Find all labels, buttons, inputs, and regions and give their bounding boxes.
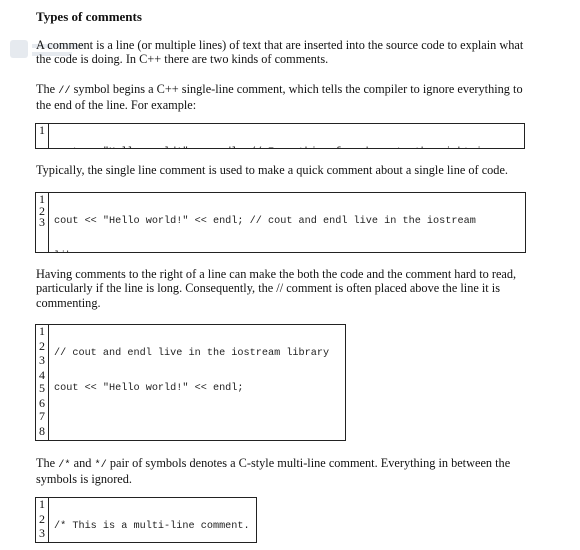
code-block-2-code bbox=[49, 193, 525, 252]
p5-code-close: */ bbox=[94, 459, 107, 471]
p5-text-mid: and bbox=[70, 456, 95, 470]
line-number: 6 bbox=[39, 395, 45, 410]
line-number: 1 bbox=[39, 123, 45, 137]
line-number: 8 bbox=[39, 423, 45, 438]
intro-paragraph: A comment is a line (or multiple lines) of text that are inserted into the source code to explain what the code is doing. In C++ there are two kinds of comments. bbox=[36, 38, 524, 67]
line-number: 1 bbox=[39, 497, 45, 511]
line-number: 1 bbox=[39, 192, 45, 206]
code-line: // cout and endl live in the iostream library bbox=[54, 348, 330, 359]
line-number: 3 bbox=[39, 215, 45, 229]
code-block-4 bbox=[35, 497, 257, 543]
line-number: 2 bbox=[39, 511, 45, 526]
line-number: 5 bbox=[39, 381, 45, 395]
code-line bbox=[54, 417, 341, 429]
code-block-4-gutter bbox=[36, 498, 49, 542]
code-block-3 bbox=[35, 324, 346, 441]
code-line: cout << "Hello world!" << endl; bbox=[54, 382, 244, 394]
p2-text-a: The bbox=[36, 82, 59, 96]
code-block-1 bbox=[35, 123, 525, 149]
typical-usage-paragraph: Typically, the single line comment is used to make a quick comment about a single line of code. bbox=[36, 163, 508, 177]
multi-line-paragraph bbox=[36, 456, 526, 487]
single-line-paragraph bbox=[36, 82, 526, 113]
code-block-2-gutter bbox=[36, 193, 49, 252]
code-block-2 bbox=[35, 192, 526, 253]
page-title: Types of comments bbox=[36, 9, 142, 24]
code-block-3-gutter bbox=[36, 325, 49, 440]
code-block-3-code bbox=[49, 325, 345, 440]
p2-code: // bbox=[58, 85, 71, 97]
code-line: cout << "Hello world!" << endl; // cout and endl live in the iostream bbox=[54, 216, 476, 227]
line-number: 2 bbox=[39, 203, 45, 218]
line-number: 7 bbox=[39, 409, 45, 423]
line-number: 3 bbox=[39, 526, 45, 540]
code-line bbox=[54, 147, 520, 148]
code-block-1-gutter bbox=[36, 124, 49, 148]
comment-placement-paragraph: Having comments to the right of a line can make the both the code and the comment hard to read, particularly if the line is long. Consequently, the // comment is often placed above the line it is commenting. bbox=[36, 267, 517, 310]
line-number: 2 bbox=[39, 338, 45, 353]
code-block-4-code bbox=[49, 498, 256, 542]
p5-text-b: pair of symbols denotes a C-style multi-line comment. Everything in between the symbols is ignored. bbox=[36, 456, 511, 487]
line-number: 4 bbox=[39, 367, 45, 382]
p5-code-open: /* bbox=[58, 459, 71, 471]
p2-text-b: symbol begins a C++ single-line comment, which tells the compiler to ignore everything to the end of the line. For example: bbox=[36, 82, 523, 113]
line-number: 1 bbox=[39, 324, 45, 338]
code-line bbox=[54, 251, 521, 253]
code-block-1-code bbox=[49, 124, 524, 148]
p5-text-a: The bbox=[36, 456, 59, 470]
line-number: 3 bbox=[39, 353, 45, 367]
code-line: /* This is a multi-line comment. bbox=[54, 521, 250, 532]
